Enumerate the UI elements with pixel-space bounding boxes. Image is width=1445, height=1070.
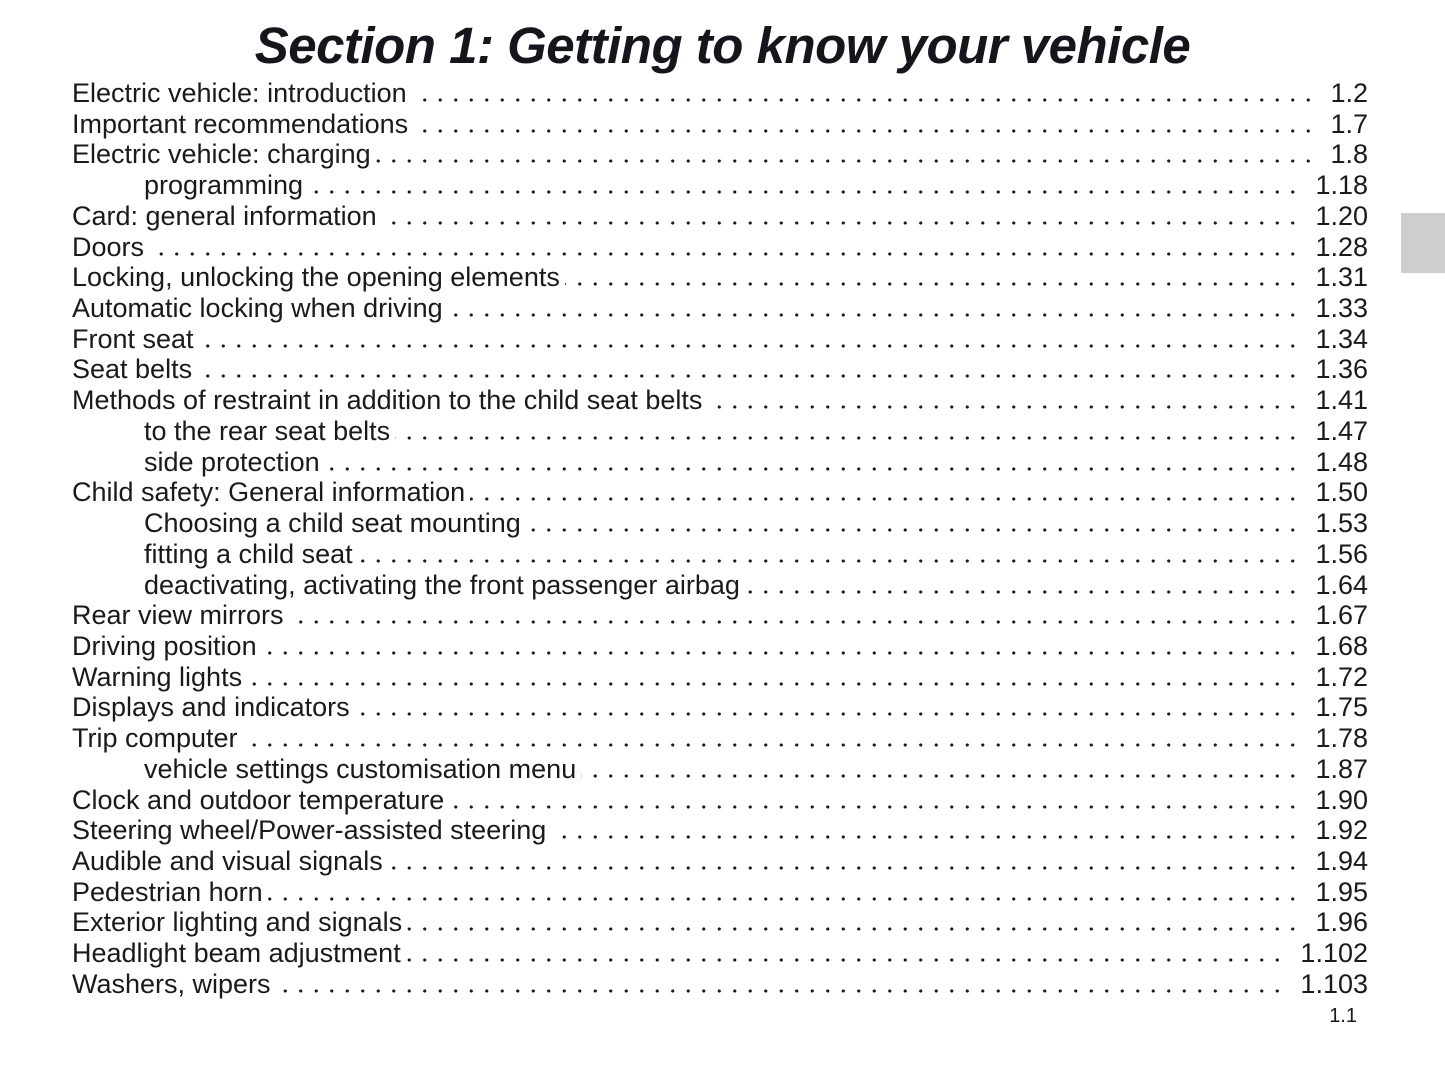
toc-entry-label: to the rear seat belts: [144, 416, 395, 447]
toc-entry-page-number: 1.28: [1306, 232, 1368, 263]
toc-entry: [72, 631, 1368, 662]
toc-entry-label: Trip computer: [72, 723, 243, 754]
toc-entry-label: Audible and visual signals: [72, 846, 388, 877]
toc-entry-page-number: 1.56: [1306, 539, 1368, 570]
toc-entry-page-number: 1.72: [1306, 662, 1368, 693]
toc-entry-label: Headlight beam adjustment: [72, 938, 406, 969]
toc-entry-label: Doors: [72, 232, 149, 263]
toc-entry-label: Steering wheel/Power-assisted steering: [72, 815, 551, 846]
toc-entry-page-number: 1.95: [1306, 877, 1368, 908]
toc-entry-page-number: 1.68: [1306, 631, 1368, 662]
toc-entry-page-number: 1.47: [1306, 416, 1368, 447]
toc-entry: [72, 109, 1368, 140]
toc-entry-label: Front seat: [72, 324, 199, 355]
toc-entry: [72, 416, 1368, 447]
toc-entry-label: Driving position: [72, 631, 262, 662]
toc-entry-label: Seat belts: [72, 354, 197, 385]
toc-entry: [72, 508, 1368, 539]
toc-entry-page-number: 1.41: [1306, 385, 1368, 416]
toc-entry-label: side protection: [144, 447, 325, 478]
toc-entry-page-number: 1.67: [1306, 600, 1368, 631]
toc-entry-page-number: 1.102: [1291, 938, 1368, 969]
toc-entry-page-number: 1.96: [1306, 907, 1368, 938]
toc-entry-label: Displays and indicators: [72, 692, 355, 723]
toc-entry-page-number: 1.78: [1306, 723, 1368, 754]
toc-entry-page-number: 1.87: [1306, 754, 1368, 785]
toc-entry-page-number: 1.31: [1306, 262, 1368, 293]
toc-entry: [72, 907, 1368, 938]
toc-entry-page-number: 1.103: [1291, 969, 1368, 1000]
toc-entry: [72, 969, 1368, 1000]
toc-entry-page-number: 1.48: [1306, 447, 1368, 478]
footer-page-number: 1.1: [1329, 1005, 1357, 1027]
toc-entry: [72, 877, 1368, 908]
toc-entry-label: Clock and outdoor temperature: [72, 785, 449, 816]
toc-entry: [72, 600, 1368, 631]
toc-entry-label: Rear view mirrors: [72, 600, 289, 631]
toc-entry-page-number: 1.92: [1306, 815, 1368, 846]
page-title: Section 1: Getting to know your vehicle: [254, 17, 1191, 74]
toc-entry-page-number: 1.2: [1321, 78, 1368, 109]
toc-entry-label: Child safety: General information: [72, 477, 470, 508]
toc-entry-label: Exterior lighting and signals: [72, 907, 407, 938]
toc-entry: [72, 570, 1368, 601]
toc-entry: [72, 815, 1368, 846]
toc-entry: [72, 447, 1368, 478]
toc-entry-label: Methods of restraint in addition to the child seat belts: [72, 385, 707, 416]
toc-entry: [72, 477, 1368, 508]
toc-entry-label: programming: [144, 170, 308, 201]
toc-entry-page-number: 1.20: [1306, 201, 1368, 232]
toc-entry-label: Electric vehicle: introduction: [72, 78, 412, 109]
toc-entry: [72, 232, 1368, 263]
toc-entry: [72, 201, 1368, 232]
toc-entry-page-number: 1.7: [1321, 109, 1368, 140]
toc-entry: [72, 170, 1368, 201]
section-edge-tab: [1401, 213, 1445, 273]
toc-entry: [72, 293, 1368, 324]
toc-entry-label: deactivating, activating the front passenger airbag: [144, 570, 745, 601]
toc-entry-page-number: 1.94: [1306, 846, 1368, 877]
toc-entry-label: Important recommendations: [72, 109, 413, 140]
toc-entry-label: Automatic locking when driving: [72, 293, 448, 324]
toc-entry-page-number: 1.8: [1321, 139, 1368, 170]
toc-entry: [72, 324, 1368, 355]
toc-entry: [72, 262, 1368, 293]
toc-entry: [72, 846, 1368, 877]
toc-entry-label: Warning lights: [72, 662, 247, 693]
toc-list: [72, 78, 1368, 1000]
toc-entry: [72, 692, 1368, 723]
toc-entry-label: fitting a child seat: [144, 539, 358, 570]
toc-entry-label: Choosing a child seat mounting: [144, 508, 526, 539]
toc-entry-label: Card: general information: [72, 201, 382, 232]
toc-entry: [72, 78, 1368, 109]
toc-entry-label: Pedestrian horn: [72, 877, 268, 908]
toc-entry: [72, 785, 1368, 816]
toc-entry-page-number: 1.36: [1306, 354, 1368, 385]
toc-entry-page-number: 1.34: [1306, 324, 1368, 355]
toc-entry: [72, 723, 1368, 754]
toc-entry: [72, 139, 1368, 170]
toc-entry: [72, 385, 1368, 416]
toc-entry: [72, 662, 1368, 693]
toc-entry-page-number: 1.90: [1306, 785, 1368, 816]
toc-entry: [72, 938, 1368, 969]
toc-entry-page-number: 1.33: [1306, 293, 1368, 324]
toc-entry: [72, 754, 1368, 785]
toc-entry-page-number: 1.75: [1306, 692, 1368, 723]
toc-entry-label: Washers, wipers: [72, 969, 276, 1000]
toc-entry: [72, 539, 1368, 570]
toc-entry-label: Electric vehicle: charging: [72, 139, 376, 170]
toc-entry-page-number: 1.50: [1306, 477, 1368, 508]
toc-entry-label: vehicle settings customisation menu: [144, 754, 581, 785]
toc-entry-page-number: 1.64: [1306, 570, 1368, 601]
toc-entry: [72, 354, 1368, 385]
toc-entry-label: Locking, unlocking the opening elements: [72, 262, 565, 293]
toc-entry-page-number: 1.53: [1306, 508, 1368, 539]
toc-entry-page-number: 1.18: [1306, 170, 1368, 201]
